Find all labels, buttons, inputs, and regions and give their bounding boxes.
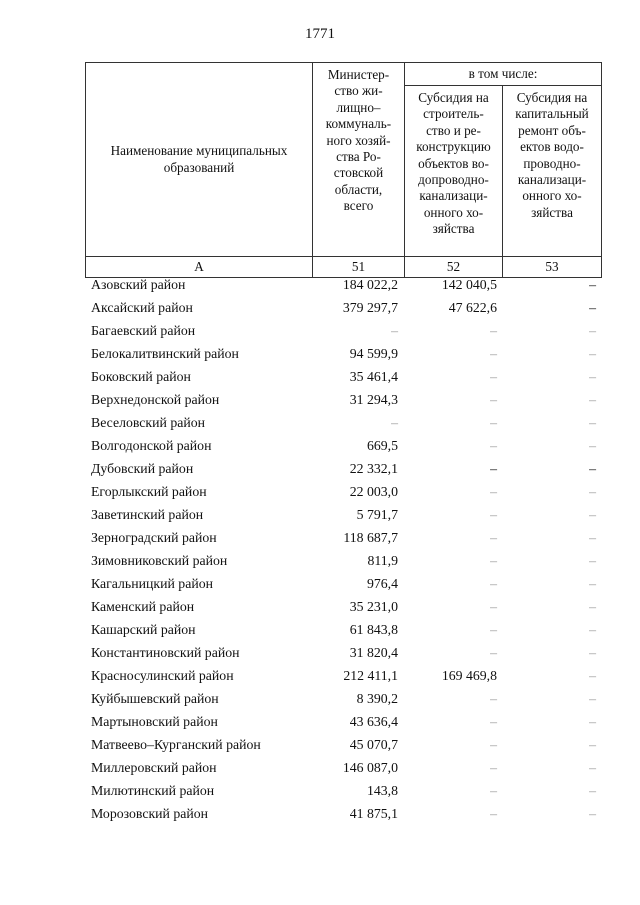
subsidy-repair-value: – bbox=[589, 300, 596, 315]
subsidy-construction-value: – bbox=[490, 806, 497, 821]
ministry-total-value: 379 297,7 bbox=[342, 300, 398, 315]
table-row bbox=[85, 506, 601, 529]
table-row bbox=[85, 299, 601, 322]
ministry-total-value: 35 231,0 bbox=[349, 599, 398, 614]
column-index-51: 51 bbox=[313, 257, 405, 278]
table-row bbox=[85, 598, 601, 621]
municipality-name: Куйбышевский район bbox=[91, 691, 219, 706]
subsidy-construction-value: – bbox=[490, 415, 497, 430]
subsidy-construction-value: – bbox=[490, 760, 497, 775]
municipality-name: Волгодонской район bbox=[91, 438, 212, 453]
municipality-name: Каменский район bbox=[91, 599, 195, 614]
subsidy-construction-value: – bbox=[490, 714, 497, 729]
subsidy-repair-value: – bbox=[589, 507, 596, 522]
ministry-total-value: 143,8 bbox=[366, 783, 398, 798]
header-subsidy-construction: Субсидия на строитель- ство и ре- конструкцию объектов во- допроводно- канализаци- онного хо- зяйства bbox=[405, 86, 503, 257]
table-header bbox=[85, 62, 602, 278]
ministry-total-value: 22 332,1 bbox=[349, 461, 398, 476]
table-row bbox=[85, 391, 601, 414]
subsidy-construction-value: – bbox=[490, 783, 497, 798]
ministry-total-value: 212 411,1 bbox=[343, 668, 398, 683]
subsidy-construction-value: 142 040,5 bbox=[441, 277, 497, 292]
subsidy-construction-value: – bbox=[490, 369, 497, 384]
table-row bbox=[85, 322, 601, 345]
ministry-total-value: 8 390,2 bbox=[356, 691, 398, 706]
subsidy-repair-value: – bbox=[589, 277, 596, 292]
table-row bbox=[85, 644, 601, 667]
municipality-name: Веселовский район bbox=[91, 415, 206, 430]
subsidy-construction-value: – bbox=[490, 737, 497, 752]
subsidy-construction-value: – bbox=[490, 461, 497, 476]
subsidy-repair-value: – bbox=[589, 691, 596, 706]
ministry-total-value: 976,4 bbox=[366, 576, 398, 591]
subsidy-repair-value: – bbox=[589, 714, 596, 729]
municipality-name: Азовский район bbox=[91, 277, 186, 292]
ministry-total-value: 31 294,3 bbox=[349, 392, 398, 407]
ministry-total-value: 61 843,8 bbox=[349, 622, 398, 637]
ministry-total-value: 146 087,0 bbox=[342, 760, 398, 775]
municipality-name: Верхнедонской район bbox=[91, 392, 220, 407]
municipality-name: Милютинский район bbox=[91, 783, 215, 798]
page-number: 1771 bbox=[305, 26, 335, 42]
subsidy-construction-value: – bbox=[490, 576, 497, 591]
subsidy-repair-value: – bbox=[589, 346, 596, 361]
subsidy-construction-value: – bbox=[490, 599, 497, 614]
table-body bbox=[85, 276, 601, 828]
municipality-name: Морозовский район bbox=[91, 806, 209, 821]
subsidy-repair-value: – bbox=[589, 438, 596, 453]
ministry-total-value: 31 820,4 bbox=[349, 645, 398, 660]
subsidy-construction-value: – bbox=[490, 438, 497, 453]
ministry-total-value: – bbox=[391, 415, 398, 430]
header-subsidy-repair: Субсидия на капитальный ремонт объ- ектов водо- проводно- канализаци- онного хо- зяйства bbox=[503, 86, 602, 257]
subsidy-construction-value: 47 622,6 bbox=[448, 300, 497, 315]
subsidy-repair-value: – bbox=[589, 622, 596, 637]
subsidy-repair-value: – bbox=[589, 461, 596, 476]
ministry-total-value: 41 875,1 bbox=[349, 806, 398, 821]
table-row bbox=[85, 414, 601, 437]
subsidy-construction-value: – bbox=[490, 484, 497, 499]
municipality-name: Белокалитвинский район bbox=[91, 346, 239, 361]
table-row bbox=[85, 437, 601, 460]
ministry-total-value: 184 022,2 bbox=[342, 277, 398, 292]
municipality-name: Миллеровский район bbox=[91, 760, 217, 775]
ministry-total-value: 811,9 bbox=[367, 553, 398, 568]
ministry-total-value: – bbox=[391, 323, 398, 338]
subsidy-construction-value: – bbox=[490, 392, 497, 407]
municipality-name: Заветинский район bbox=[91, 507, 204, 522]
municipality-name: Егорлыкский район bbox=[91, 484, 207, 499]
table-row bbox=[85, 575, 601, 598]
column-index-a: А bbox=[86, 257, 313, 278]
ministry-total-value: 118 687,7 bbox=[343, 530, 398, 545]
table-row bbox=[85, 460, 601, 483]
subsidy-construction-value: – bbox=[490, 645, 497, 660]
subsidy-construction-value: – bbox=[490, 553, 497, 568]
table-row bbox=[85, 621, 601, 644]
subsidy-construction-value: – bbox=[490, 323, 497, 338]
table-row bbox=[85, 759, 601, 782]
municipality-name: Боковский район bbox=[91, 369, 191, 384]
ministry-total-value: 43 636,4 bbox=[349, 714, 398, 729]
subsidy-construction-value: – bbox=[490, 346, 497, 361]
municipality-name: Зимовниковский район bbox=[91, 553, 228, 568]
table-row bbox=[85, 667, 601, 690]
municipality-name: Кашарский район bbox=[91, 622, 196, 637]
subsidy-repair-value: – bbox=[589, 599, 596, 614]
header-including: в том числе: bbox=[405, 63, 602, 86]
header-ministry-total: Министер- ство жи- лищно– коммуналь- ного хозяй- ства Ро- стовской области, всего bbox=[313, 63, 405, 257]
subsidy-repair-value: – bbox=[589, 530, 596, 545]
subsidy-repair-value: – bbox=[589, 369, 596, 384]
table-row bbox=[85, 736, 601, 759]
subsidy-repair-value: – bbox=[589, 576, 596, 591]
table-row bbox=[85, 552, 601, 575]
ministry-total-value: 45 070,7 bbox=[349, 737, 398, 752]
subsidy-construction-value: 169 469,8 bbox=[441, 668, 497, 683]
ministry-total-value: 22 003,0 bbox=[349, 484, 398, 499]
municipality-name: Кагальницкий район bbox=[91, 576, 213, 591]
subsidy-repair-value: – bbox=[589, 737, 596, 752]
header-municipality-name: Наименование муниципальных образований bbox=[86, 63, 313, 257]
table-row bbox=[85, 483, 601, 506]
ministry-total-value: 5 791,7 bbox=[356, 507, 398, 522]
subsidy-construction-value: – bbox=[490, 530, 497, 545]
subsidy-repair-value: – bbox=[589, 484, 596, 499]
table-row bbox=[85, 713, 601, 736]
municipality-name: Константиновский район bbox=[91, 645, 240, 660]
municipality-name: Матвеево–Курганский район bbox=[91, 737, 261, 752]
ministry-total-value: 94 599,9 bbox=[349, 346, 398, 361]
subsidy-repair-value: – bbox=[589, 783, 596, 798]
subsidy-repair-value: – bbox=[589, 645, 596, 660]
table-row bbox=[85, 782, 601, 805]
ministry-total-value: 669,5 bbox=[366, 438, 398, 453]
municipality-name: Багаевский район bbox=[91, 323, 196, 338]
subsidy-construction-value: – bbox=[490, 622, 497, 637]
table-row bbox=[85, 529, 601, 552]
subsidy-construction-value: – bbox=[490, 507, 497, 522]
table-row bbox=[85, 345, 601, 368]
municipality-name: Зерноградский район bbox=[91, 530, 217, 545]
municipality-name: Красносулинский район bbox=[91, 668, 234, 683]
table-row bbox=[85, 805, 601, 828]
municipality-name: Аксайский район bbox=[91, 300, 193, 315]
subsidy-repair-value: – bbox=[589, 760, 596, 775]
column-index-52: 52 bbox=[405, 257, 503, 278]
subsidy-repair-value: – bbox=[589, 415, 596, 430]
column-index-53: 53 bbox=[503, 257, 602, 278]
ministry-total-value: 35 461,4 bbox=[349, 369, 398, 384]
subsidy-repair-value: – bbox=[589, 553, 596, 568]
municipality-name: Дубовский район bbox=[91, 461, 194, 476]
subsidy-repair-value: – bbox=[589, 392, 596, 407]
subsidy-repair-value: – bbox=[589, 806, 596, 821]
subsidy-construction-value: – bbox=[490, 691, 497, 706]
table-row bbox=[85, 690, 601, 713]
table-row bbox=[85, 368, 601, 391]
table-row bbox=[85, 276, 601, 299]
subsidy-repair-value: – bbox=[589, 323, 596, 338]
subsidy-repair-value: – bbox=[589, 668, 596, 683]
municipality-name: Мартыновский район bbox=[91, 714, 218, 729]
